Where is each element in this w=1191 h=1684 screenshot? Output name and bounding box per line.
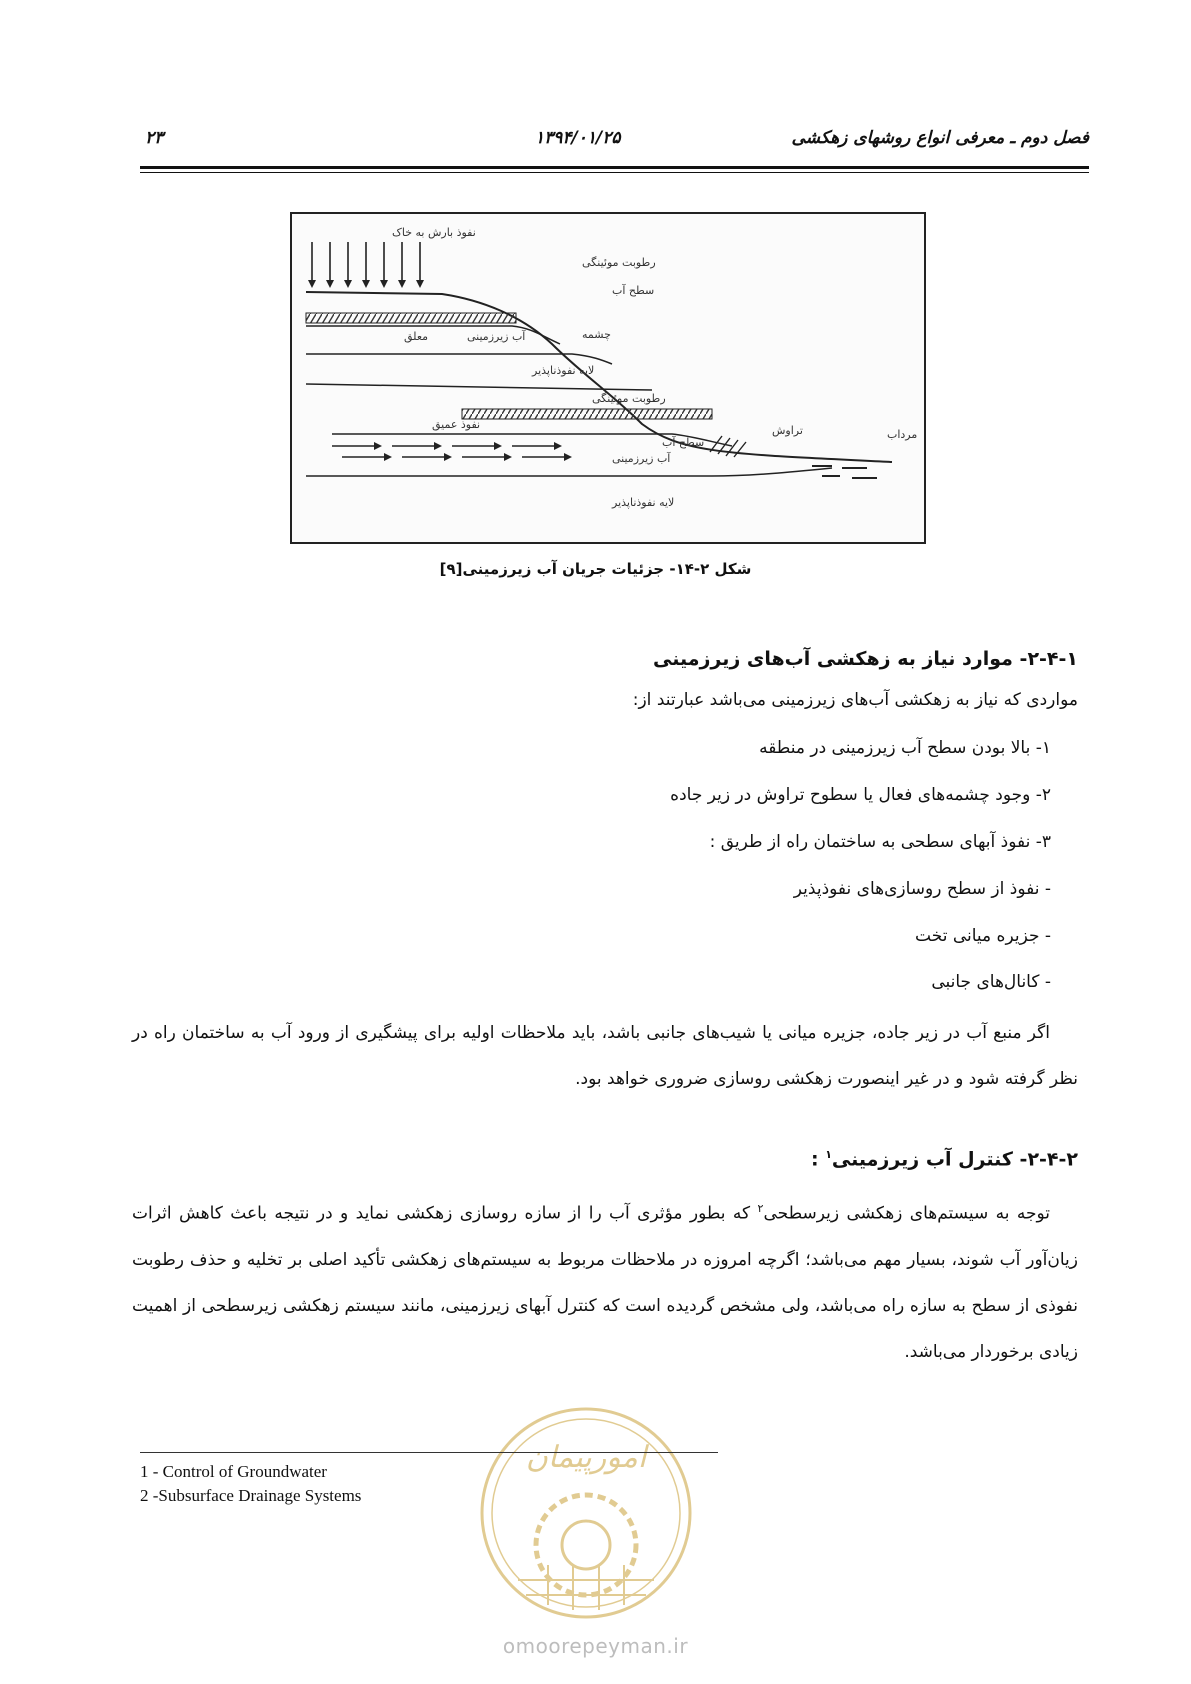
page-number: ۲۳ <box>145 128 164 148</box>
label-perched-groundwater-1: آب زیرزمینی <box>467 330 526 343</box>
groundwater-flow-figure <box>290 212 926 544</box>
section2-heading-text: ۲-۴-۲- کنترل آب زیرزمینی <box>831 1148 1078 1171</box>
label-groundwater: آب زیرزمینی <box>612 452 671 465</box>
label-water-surface-bottom: سطح آب <box>662 436 705 449</box>
label-perched-groundwater-2: معلق <box>404 330 429 343</box>
label-deep-infiltration: نفوذ عمیق <box>432 418 481 431</box>
label-spring: چشمه <box>582 328 611 341</box>
running-header-date: ۱۳۹۴/۰۱/۲۵ <box>535 128 621 148</box>
list-item-3: ۳- نفوذ آبهای سطحی به ساختمان راه از طریق : <box>709 832 1051 852</box>
footnote-ref-2: ۲ <box>757 1202 764 1215</box>
footnote-ref-1: ۱ <box>825 1148 832 1161</box>
sub-item-3: - کانال‌های جانبی <box>931 972 1051 992</box>
label-impermeable-layer-bottom: لایه نفوذناپذیر <box>612 496 675 509</box>
label-water-surface-top: سطح آب <box>612 284 655 297</box>
capillary-band-bottom <box>462 409 712 419</box>
label-capillary-moisture-bottom: رطوبت موئینگی <box>592 392 666 405</box>
figure-caption: شکل ۲-۱۴- جزئیات جریان آب زیرزمینی[۹] <box>439 560 752 578</box>
label-rain-infiltration: نفوذ بارش به خاک <box>392 226 476 239</box>
rain-arrows <box>312 242 420 284</box>
watermark-seal <box>478 1405 694 1621</box>
running-header-title: فصل دوم ـ معرفی انواع روشهای زهکشی <box>791 128 1089 148</box>
footnote-2: 2 -Subsurface Drainage Systems <box>140 1486 362 1505</box>
label-swamp: مرداب <box>887 428 918 441</box>
sub-item-2: - جزیره میانی تخت <box>915 926 1051 946</box>
section2-paragraph <box>132 1186 1078 1375</box>
label-capillary-moisture-top: رطوبت موئینگی <box>582 256 656 269</box>
label-seepage: تراوش <box>772 424 803 437</box>
label-impermeable-layer-top: لایه نفوذناپذیر <box>532 364 595 377</box>
section2-paragraph-part2: که بطور مؤثری آب را از سازه روسازی زهکشی نماید و در نتیجه باعث کاهش اثرات زیان‌آور آب شوند، بسیار مهم می‌باشد؛ اگرچه امروزه در ملاحظات مربوط به سیستم‌های زهکشی تأکید اصلی بر تخلیه و حذف رطوبت نفوذی از سطح به سازه راه می‌باشد، ولی مشخص گردیده است که کنترل آبهای زیرزمینی، مانند سیستم زهکشی زیرسطحی از اهمیت زیادی برخوردار می‌باشد. <box>132 1203 1078 1362</box>
footnote-1: 1 - Control of Groundwater <box>140 1462 327 1481</box>
groundwater-flow-diagram <box>292 214 924 542</box>
section1-paragraph: اگر منبع آب در زیر جاده، جزیره میانی یا شیب‌های جانبی باشد، باید ملاحظات اولیه برای پیشگیری از ورود آب به ساختمان راه در نظر گرفته شود و در غیر اینصورت زهکشی روسازی ضروری خواهد بود. <box>132 1023 1078 1089</box>
watermark-site: omoorepeyman.ir <box>502 1634 689 1658</box>
section2-heading-suffix: : <box>810 1148 826 1171</box>
swamp-marks <box>812 466 877 478</box>
footnote-rule <box>140 1452 718 1453</box>
sub-item-1: - نفوذ از سطح روسازی‌های نفوذپذیر <box>793 879 1051 899</box>
section-heading-2-4-1: ۲-۴-۱- موارد نیاز به زهکشی آب‌های زیرزمینی <box>652 648 1078 670</box>
section2-paragraph-part1: توجه به سیستم‌های زهکشی زیرسطحی <box>763 1203 1050 1224</box>
header-rule-thick <box>140 166 1089 169</box>
list-item-1: ۱- بالا بودن سطح آب زیرزمینی در منطقه <box>759 738 1051 758</box>
capillary-band-top <box>306 313 516 323</box>
section1-intro: مواردی که نیاز به زهکشی آب‌های زیرزمینی می‌باشد عبارتند از: <box>632 690 1078 710</box>
list-item-2: ۲- وجود چشمه‌های فعال یا سطوح تراوش در زیر جاده <box>670 785 1051 805</box>
section-heading-2-4-2 <box>811 1148 1078 1170</box>
header-rule-thin <box>140 172 1089 173</box>
seal-text: امورپیمان <box>525 1440 647 1475</box>
seal-graphic <box>478 1405 694 1621</box>
